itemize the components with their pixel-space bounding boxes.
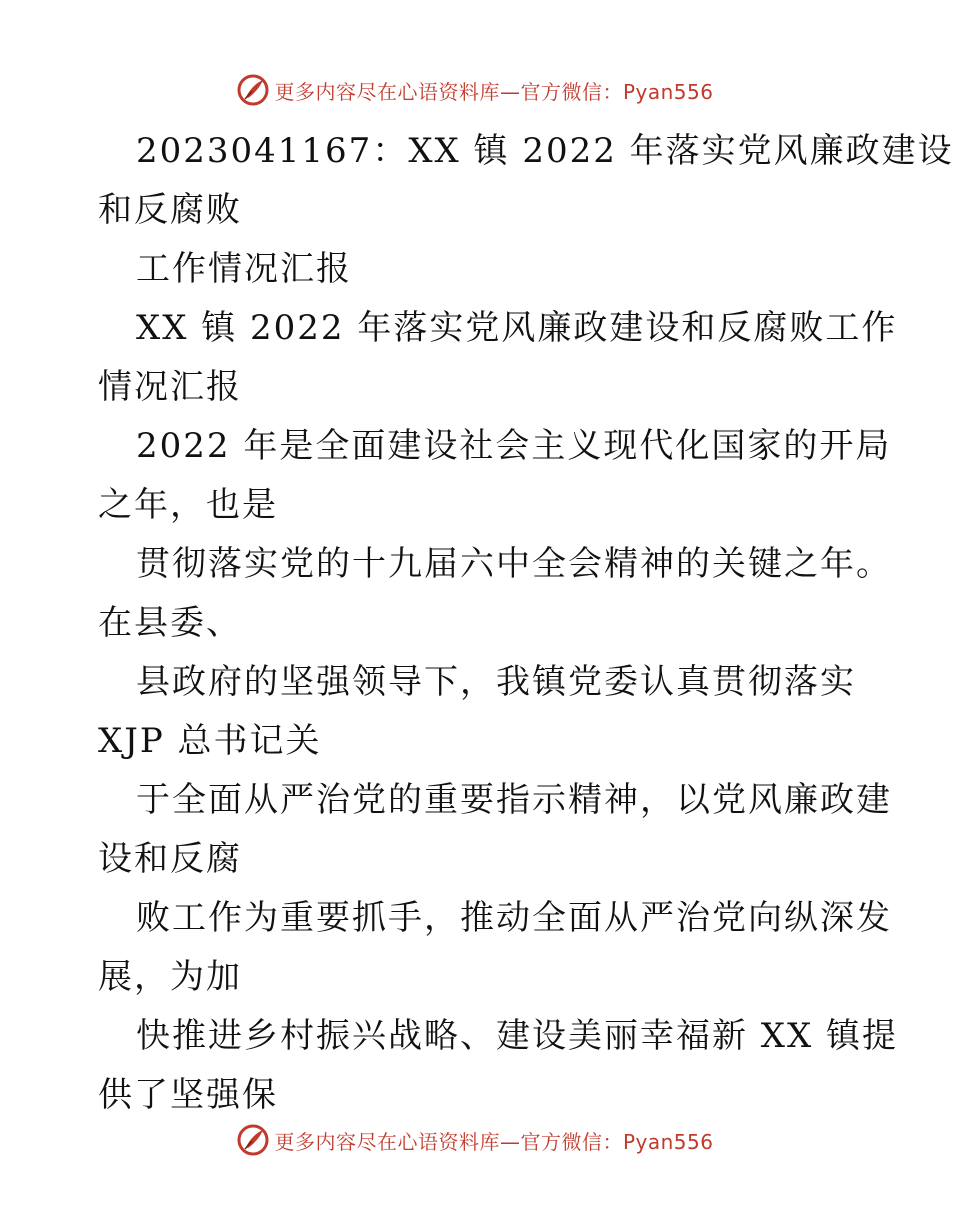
text-line: 和反腐败: [98, 190, 242, 230]
header-banner-text: 更多内容尽在心语资料库—官方微信：Pyan556: [274, 79, 714, 104]
header-banner: [0, 70, 950, 110]
text-line: 2022 年是全面建设社会主义现代化国家的开局: [136, 426, 892, 466]
text-line: 供了坚强保: [98, 1075, 278, 1115]
text-line: 展，为加: [98, 957, 242, 997]
text-line: 于全面从严治党的重要指示精神，以党风廉政建: [136, 780, 892, 820]
text-line: 快推进乡村振兴战略、建设美丽幸福新 XX 镇提: [136, 1016, 899, 1056]
text-line: 2023041167：XX 镇 2022 年落实党风廉政建设: [136, 131, 954, 171]
footer-banner-text: 更多内容尽在心语资料库—官方微信：Pyan556: [274, 1129, 714, 1154]
text-line: 之年，也是: [98, 485, 278, 525]
text-line: XJP 总书记关: [98, 721, 322, 761]
text-line: 败工作为重要抓手，推动全面从严治党向纵深发: [136, 898, 892, 938]
text-line: 在县委、: [98, 603, 242, 643]
text-line: 情况汇报: [98, 367, 242, 407]
document-body: [98, 122, 954, 1125]
footer-banner: [0, 1120, 950, 1160]
text-line: 县政府的坚强领导下，我镇党委认真贯彻落实: [136, 662, 856, 702]
feather-pen-logo-icon: [236, 1123, 270, 1157]
text-line: 贯彻落实党的十九届六中全会精神的关键之年。: [136, 544, 892, 584]
feather-pen-logo-icon: [236, 73, 270, 107]
text-line: XX 镇 2022 年落实党风廉政建设和反腐败工作: [136, 308, 898, 348]
text-line: 工作情况汇报: [136, 249, 352, 289]
text-line: 设和反腐: [98, 839, 242, 879]
